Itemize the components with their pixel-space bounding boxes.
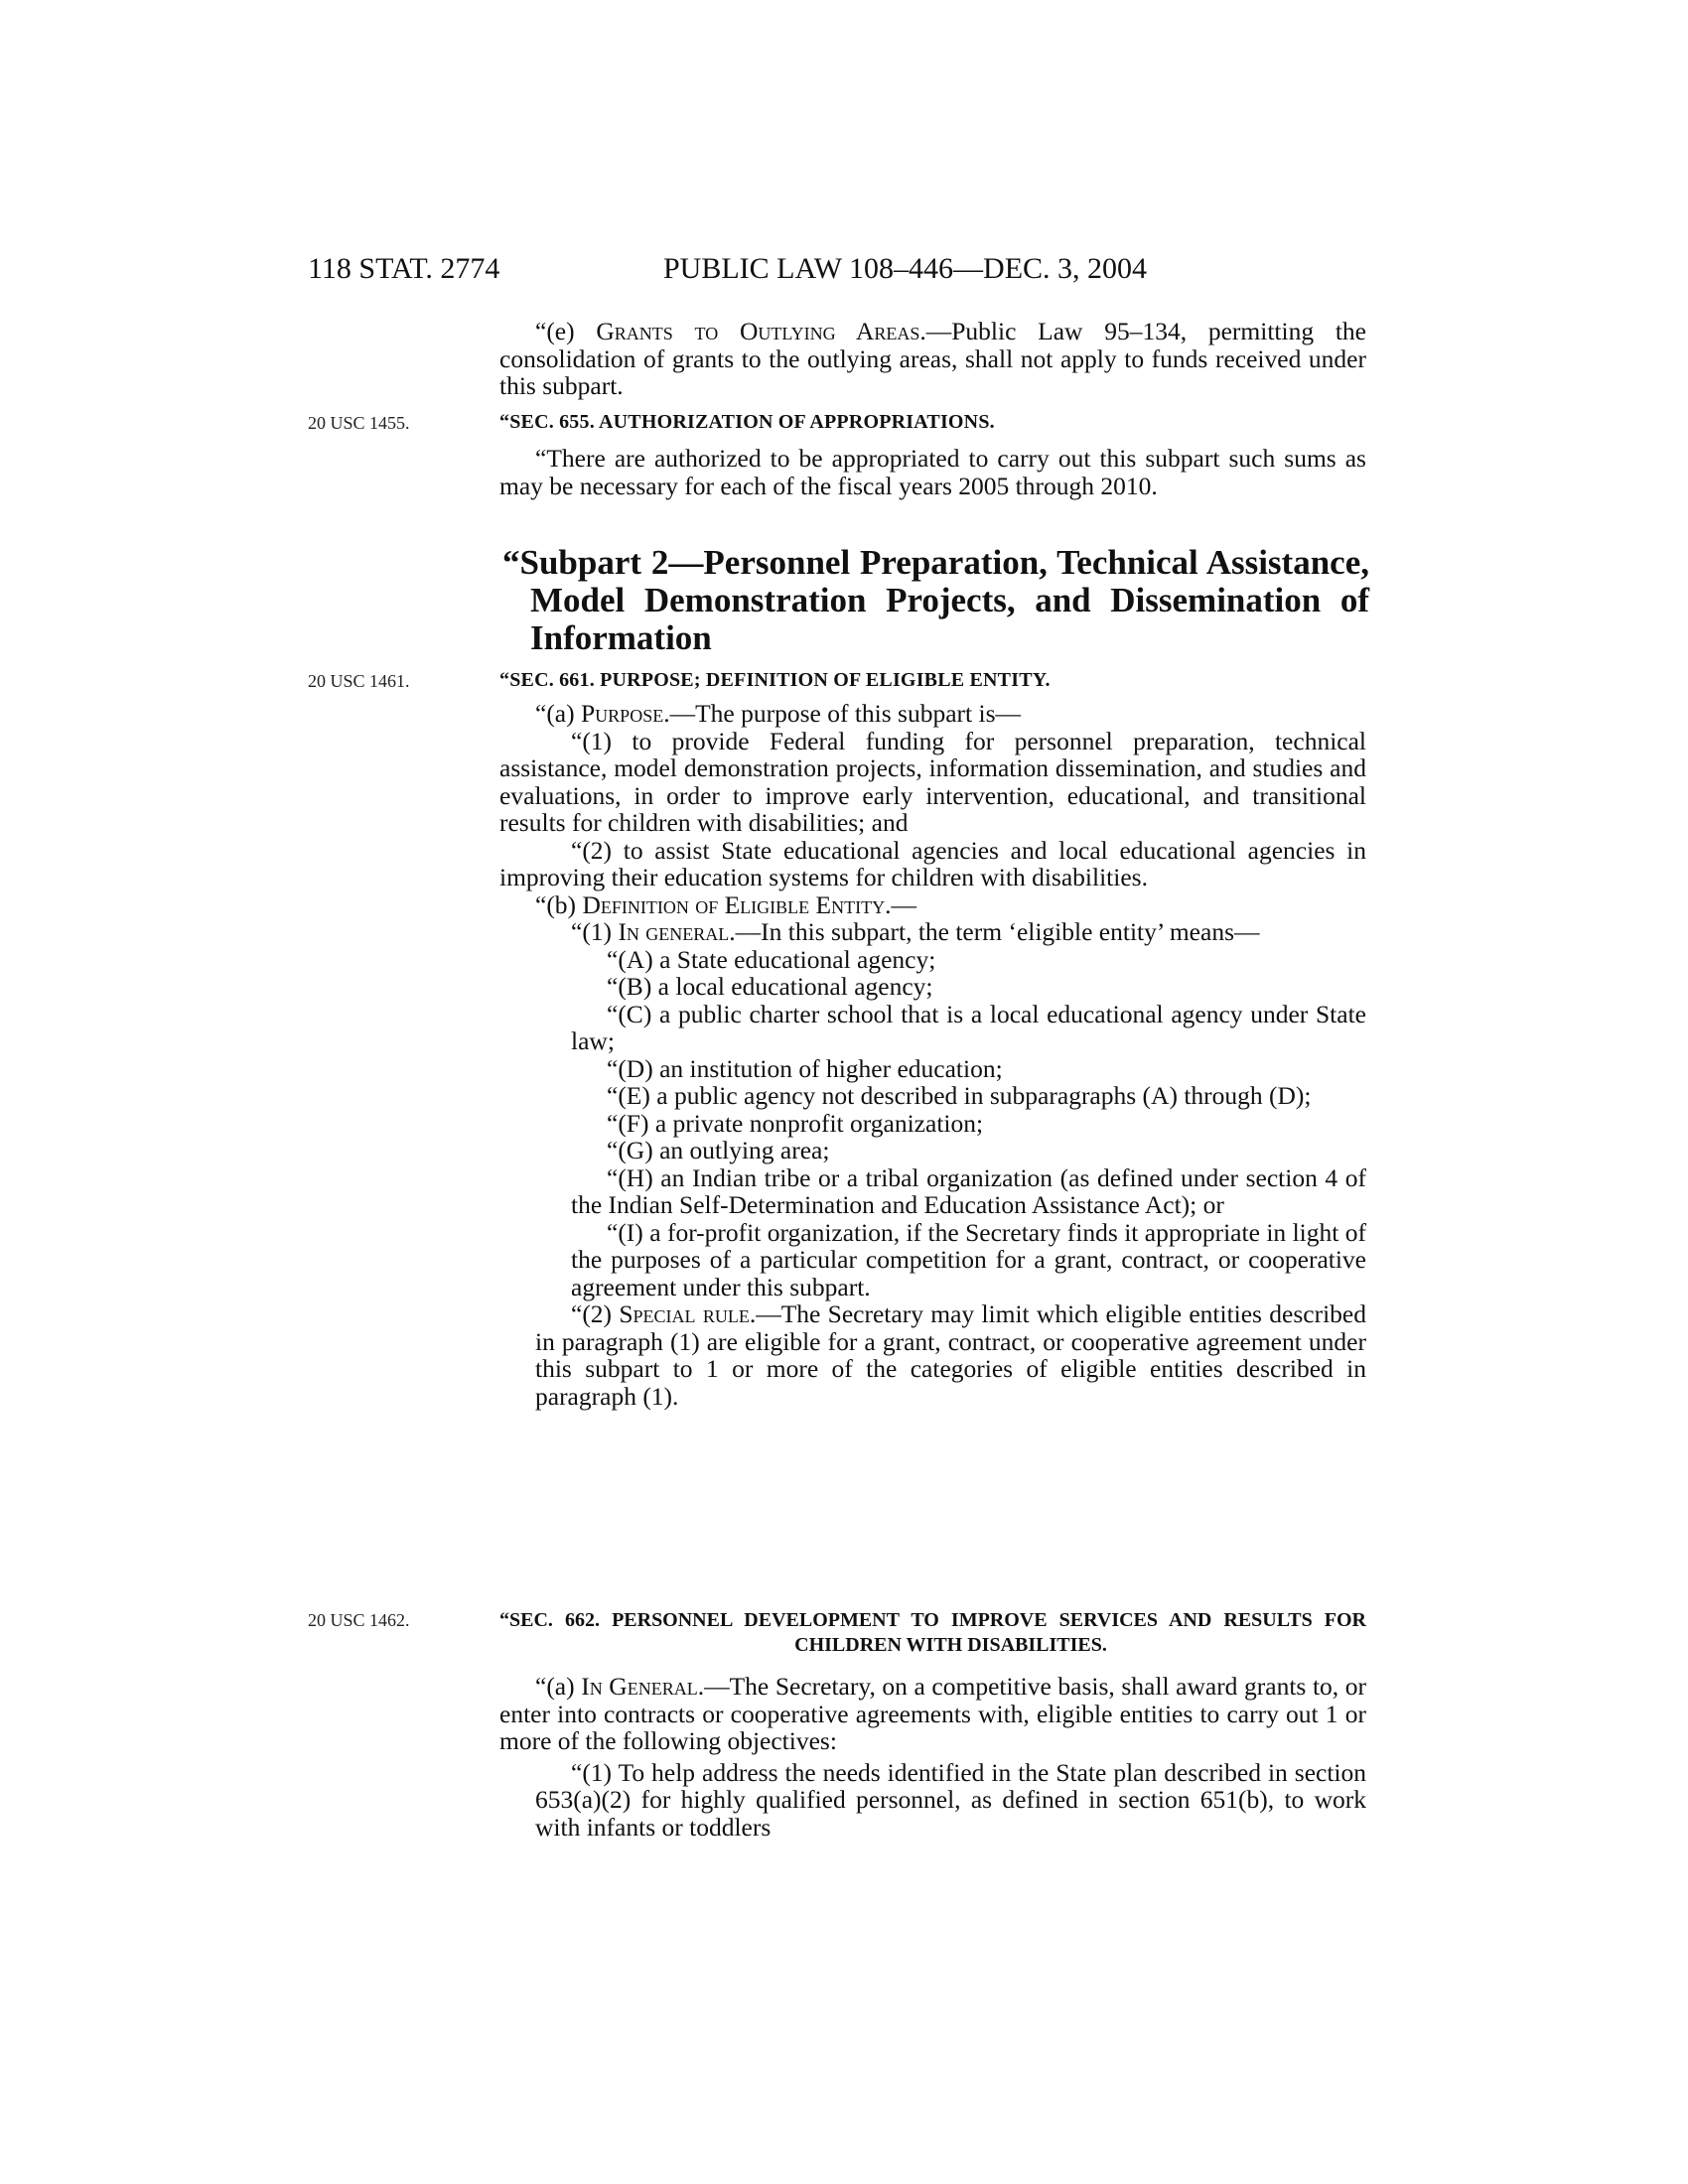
list-item-g: “(G) an outlying area; [607,1136,830,1164]
list-item-e: “(E) a public agency not described in subparagraphs (A) through (D); [607,1081,1312,1110]
paragraph-authorization: “There are authorized to be appropriated to carry out this subpart such sums as may be necessary for each of the fiscal years 2005 through 2010. [499,444,1366,500]
section-654-e [499,318,1366,400]
public-law-title: PUBLIC LAW 108–446—DEC. 3, 2004 [663,252,1148,285]
statute-page-number: 118 STAT. 2774 [308,252,500,285]
inline-heading: Definition of Eligible Entity [582,889,886,919]
list-item-d: “(D) an institution of higher education; [607,1053,1003,1083]
section-655-body [499,445,1366,499]
inline-heading: In General [581,1672,698,1701]
paragraph-b1: “(1) In general.—In this subpart, the term ‘eligible entity’ means— [571,917,1260,946]
subpart-heading: “Subpart 2—Personnel Preparation, Technical Assistance, Model Demonstration Projects, and Dissemination of Information [502,543,1369,657]
section-662-body [499,1673,1366,1841]
list-item-a: “(A) a State educational agency; [607,944,936,974]
inline-heading: In general [618,917,730,946]
list-item-h: “(H) an Indian tribe or a tribal organization (as defined under section 4 of the Indian Self-Determination and Education Assistance Act); or [571,1162,1366,1219]
margin-note-usc-1455: 20 USC 1455. [308,413,410,433]
section-662 [499,1608,1366,1658]
subsection-b: “(b) Definition of Eligible Entity.— [535,889,916,919]
subsection-a: “(a) Purpose.—The purpose of this subpart is— [535,699,1021,728]
section-heading: “SEC. 661. PURPOSE; DEFINITION OF ELIGIBLE ENTITY. [499,669,1051,691]
section-heading: “SEC. 662. PERSONNEL DEVELOPMENT TO IMPROVE SERVICES AND RESULTS FOR CHILDREN WITH DISABILITIES. [499,1609,1366,1656]
section-655 [499,411,1366,434]
inline-heading: Grants to Outlying Areas [596,317,920,345]
inline-heading: Purpose [581,699,664,728]
list-item-b: “(B) a local educational agency; [607,972,933,1001]
subsection-a: “(a) In General.—The Secretary, on a competitive basis, shall award grants to, or enter into contracts or cooperative agreements with, eligible entities to carry out 1 or more of the following objectives: [499,1672,1366,1755]
paragraph-a2: “(2) to assist State educational agencies and local educational agencies in improving their education systems for children with disabilities. [499,835,1366,891]
margin-note-usc-1462: 20 USC 1462. [308,1610,410,1630]
paragraph-b2: “(2) Special rule.—The Secretary may limit which eligible entities described in paragraph (1) are eligible for a grant, contract, or cooperative agreement under this subpart to 1 or more of the categories of eligible entities described in paragraph (1). [535,1299,1366,1411]
paragraph-a1: “(1) To help address the needs identified in the State plan described in section 653(a)(2) for highly qualified personnel, as defined in section 651(b), to work with infants or toddlers [535,1757,1366,1842]
list-item-i: “(I) a for-profit organization, if the Secretary finds it appropriate in light of the purposes of a particular competition for a grant, contract, or cooperative agreement under this subpart. [571,1217,1366,1301]
margin-note-usc-1461: 20 USC 1461. [308,671,410,691]
page-header [308,252,1211,292]
list-item-c: “(C) a public charter school that is a local educational agency under State law; [571,999,1366,1055]
subpart-2 [502,544,1369,657]
section-661 [499,669,1366,692]
section-heading: “SEC. 655. AUTHORIZATION OF APPROPRIATIONS. [499,411,995,433]
section-661-body [499,700,1366,1410]
list-item-f: “(F) a private nonprofit organization; [607,1108,984,1138]
paragraph-grants-outlying-areas: “(e) Grants to Outlying Areas.—Public Law 95–134, permitting the consolidation of grants to the outlying areas, shall not apply to funds received under this subpart. [499,317,1366,400]
inline-heading: Special rule [619,1299,750,1328]
paragraph-a1: “(1) to provide Federal funding for personnel preparation, technical assistance, model demonstration projects, information dissemination, and studies and evaluations, in order to improve early intervention, educational, and transitional results for children with disabilities; and [499,726,1366,837]
